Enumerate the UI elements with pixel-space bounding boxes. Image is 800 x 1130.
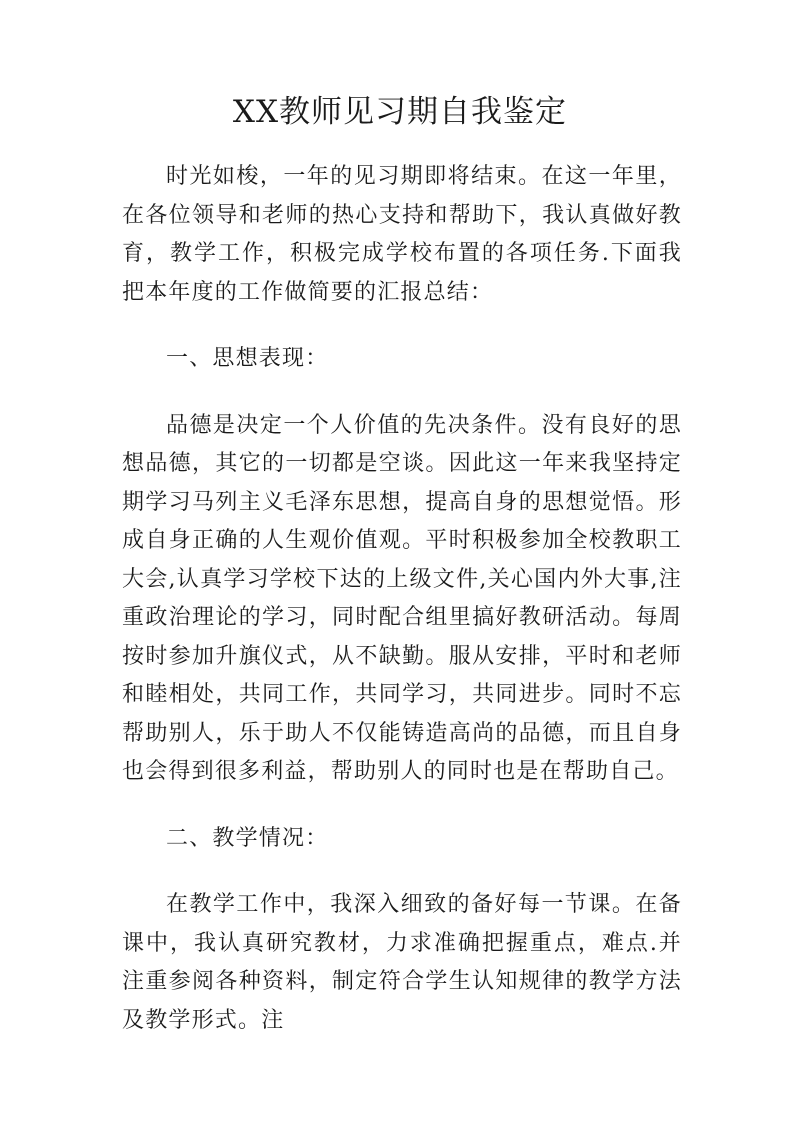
paragraph-gap xyxy=(122,792,682,820)
section1-heading: 一、思想表现： xyxy=(166,346,329,371)
section2-heading: 二、教学情况： xyxy=(166,825,329,851)
paragraph-gap xyxy=(122,858,682,886)
document-title: XX教师见习期自我鉴定 xyxy=(232,94,568,130)
document-body xyxy=(122,158,682,1040)
section1-paragraph: 品德是决定一个人价值的先决条件。没有良好的思想品德，其它的一切都是空谈。因此这一年来我坚持定期学习马列主义毛泽东思想，提高自身的思想觉悟。形成自身正确的人生观价值观。平时积极参加全校教职工大会,认真学习学校下达的上级文件,关心国内外大事,注重政治理论的学习，同时配合组里搞好教研活动。每周按时参加升旗仪式，从不缺勤。服从安排，平时和老师和睦相处，共同工作，共同学习，共同进步。同时不忘帮助别人，乐于助人不仅能铸造高尚的品德，而且自身也会得到很多利益，帮助别人的同时也是在帮助自己。 xyxy=(122,412,682,784)
paragraph-gap xyxy=(122,312,682,340)
section2-paragraph: 在教学工作中，我深入细致的备好每一节课。在备课中，我认真研究教材，力求准确把握重点，难点.并注重参阅各种资料，制定符合学生认知规律的教学方法及教学形式。注 xyxy=(122,892,682,1033)
intro-paragraph: 时光如梭，一年的见习期即将结束。在这一年里，在各位领导和老师的热心支持和帮助下，我认真做好教育，教学工作，积极完成学校布置的各项任务.下面我把本年度的工作做简要的汇报总结： xyxy=(122,164,682,305)
paragraph-gap xyxy=(122,379,682,407)
